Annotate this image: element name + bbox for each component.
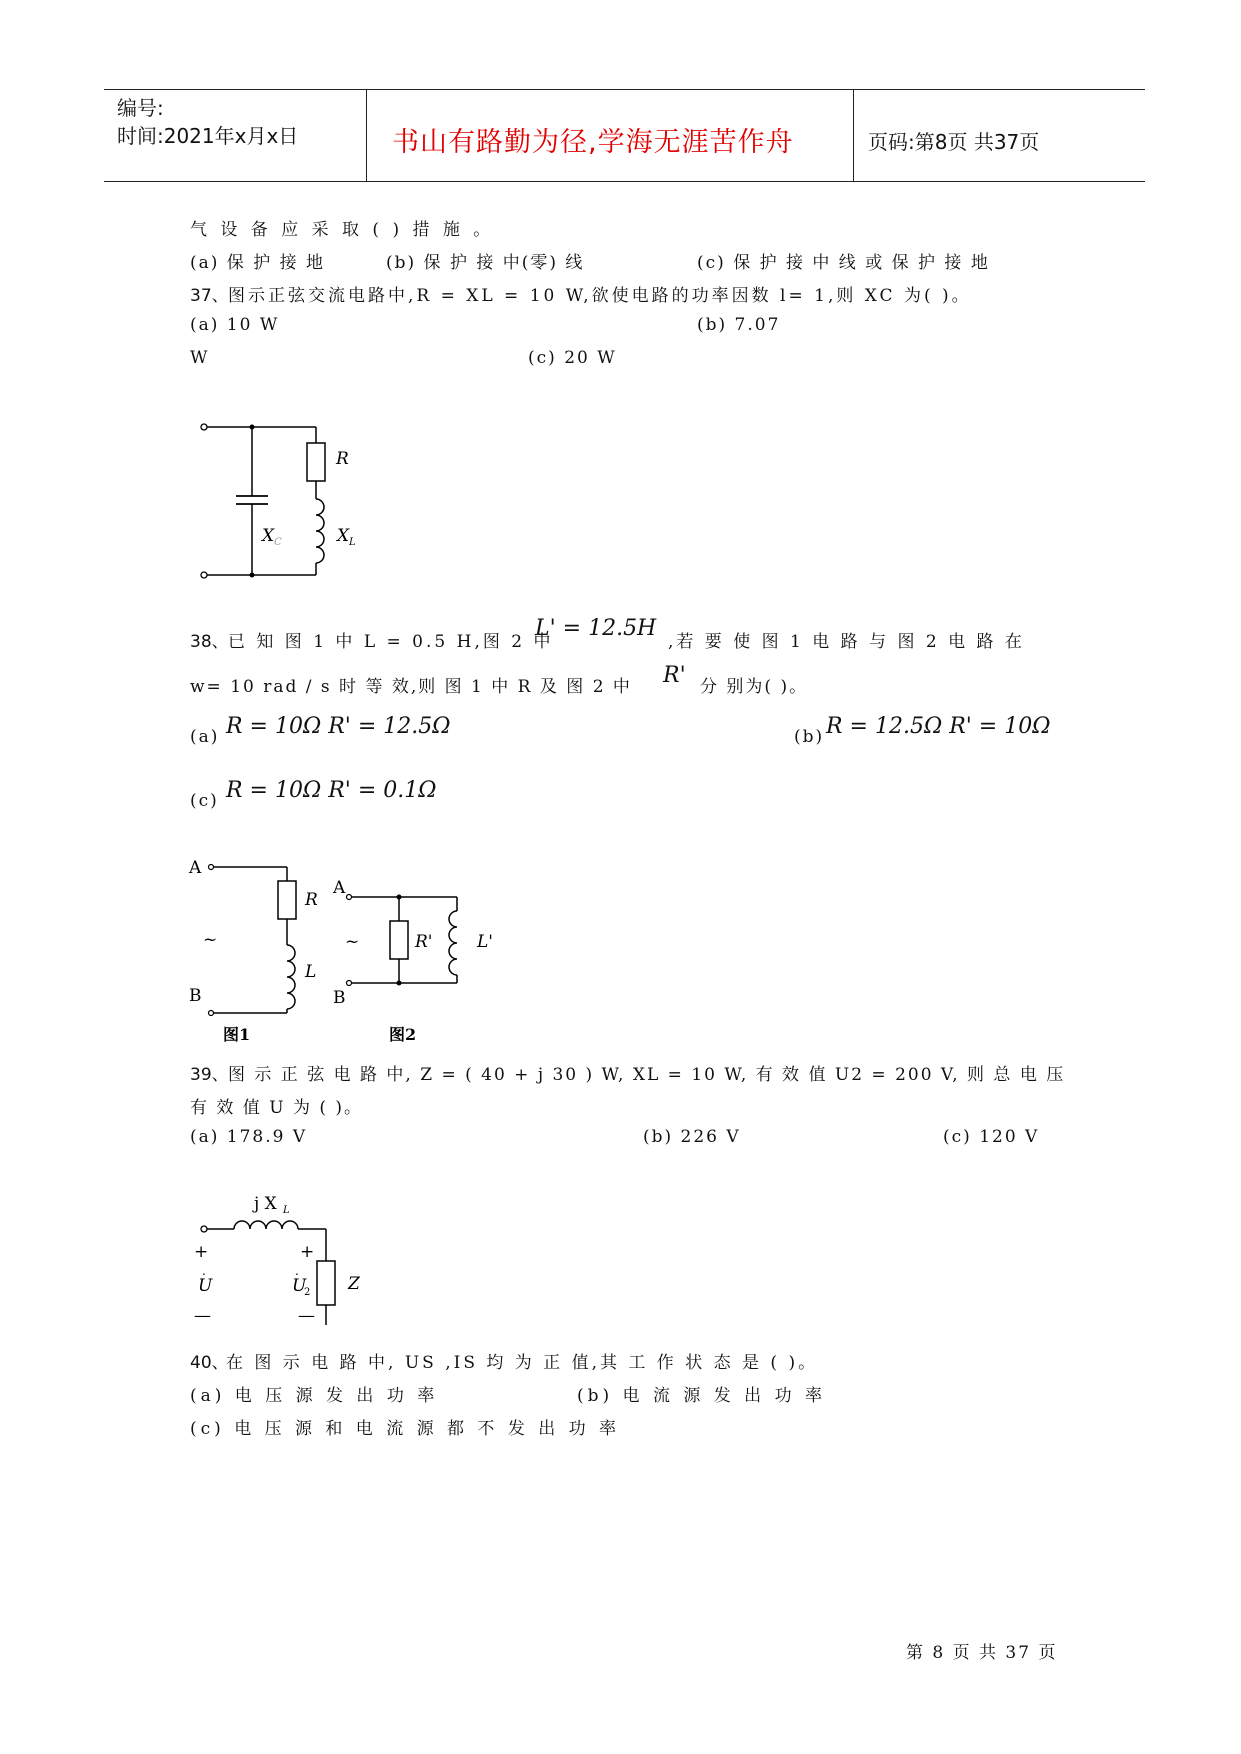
q37-fig-label-R: R [336,449,349,469]
header-page-label: 页码:第8页 共37页 [868,130,1040,154]
q37-fig-label-XL: X [337,526,350,546]
header-bottom-rule [104,181,1145,182]
q38-option-b-formula: R = 12.5Ω R' = 10Ω [826,714,1051,739]
q39-fig-label-U2: U [292,1276,307,1296]
q40-option-a: (a) 电 压 源 发 出 功 率 [190,1386,439,1406]
footer-page-number: 第 8 页 共 37 页 [906,1643,1058,1663]
q38-fig2-caption: 图2 [389,1025,417,1044]
q37-number: 37、 [190,286,229,306]
q40-number: 40、 [190,1353,229,1373]
q37-fig-label-XL-sub: L [349,537,356,548]
q38-fig1-caption: 图1 [223,1025,251,1044]
q39-text-line1: 图 示 正 弦 电 路 中, Z = ( 40 + j 30 ) W, XL = 10 W, 有 效 值 U2 = 200 V, 则 总 电 压 [228,1065,1066,1085]
q39-text-line2: 有 效 值 U 为 ( )。 [190,1098,364,1118]
q38-formula-Rp: R' [663,663,686,688]
q38-formula-Lp: L' = 12.5H [535,616,657,641]
q38-fig2-tilde: ~ [345,932,360,952]
q39-number: 39、 [190,1065,229,1085]
q38-line1-b: ,若 要 使 图 1 电 路 与 图 2 电 路 在 [668,632,1025,652]
q37-text: 图示正弦交流电路中,R = XL = 10 W,欲使电路的功率因数 l= 1,则 XC 为( )。 [228,286,972,306]
q38-fig1-label-B: B [189,986,202,1006]
q37-option-b-unit: W [190,348,210,368]
q39-option-c: (c) 120 V [943,1127,1040,1147]
q39-fig-label-Z: Z [348,1274,360,1294]
q38-line2-b: 分 别为( )。 [700,677,809,697]
q37-option-b: (b) 7.07 [697,315,781,335]
q38-number: 38、 [190,632,229,652]
q39-fig-plus-left: + [194,1242,209,1262]
q37-circuit-figure [190,415,400,590]
q39-fig-label-U2-dot: . [295,1264,299,1278]
q39-fig-label-U: U [198,1276,213,1296]
header-motto: 书山有路勤为径,学海无涯苦作舟 [392,127,794,158]
q38-fig2-label-B: B [333,988,346,1008]
prev-question-tail: 气 设 备 应 采 取 ( ) 措 施 。 [190,220,495,240]
q38-fig2-label-A: A [333,878,346,898]
q39-fig-plus-right: + [300,1242,315,1262]
q40-text: 在 图 示 电 路 中, US ,IS 均 为 正 值,其 工 作 状 态 是 ( )。 [226,1353,819,1373]
q39-fig-minus-right: — [298,1306,315,1325]
q38-fig1-label-A: A [189,858,202,878]
header-divider-left [366,89,367,182]
q38-option-b-label: (b) [794,727,825,747]
q37-fig-label-XC: X [262,526,275,546]
q37-option-a: (a) 10 W [190,315,280,335]
q40-option-c: (c) 电 压 源 和 电 流 源 都 不 发 出 功 率 [190,1419,621,1439]
q38-line2-a: w= 10 rad / s 时 等 效,则 图 1 中 R 及 图 2 中 [190,677,632,697]
header-divider-right [853,89,854,182]
q39-fig-label-U-dot: . [202,1264,206,1278]
q39-fig-minus-left: — [194,1306,211,1325]
q39-fig-label-U2-sub: 2 [304,1287,311,1298]
q39-fig-label-jXL-sub: L [283,1205,290,1216]
prev-option-b: (b) 保 护 接 中(零) 线 [386,253,585,273]
q38-fig2-label-Rp: R' [415,932,433,952]
header-top-rule [104,89,1145,90]
q38-line1-a: 已 知 图 1 中 L = 0.5 H,图 2 中 [228,632,554,652]
q38-fig1-tilde: ~ [203,930,218,950]
q38-option-c-label: (c) [190,791,219,811]
header-number-label: 编号: [117,96,164,120]
q38-option-a-formula: R = 10Ω R' = 12.5Ω [226,714,451,739]
header-time-label: 时间:2021年x月x日 [117,124,299,148]
prev-option-c: (c) 保 护 接 中 线 或 保 护 接 地 [697,253,990,273]
q39-fig-label-jXL: j X [254,1194,277,1214]
prev-option-a: (a) 保 护 接 地 [190,253,326,273]
q38-fig1-label-L: L [305,962,317,982]
q38-option-c-formula: R = 10Ω R' = 0.1Ω [226,778,437,803]
q38-option-a-label: (a) [190,727,220,747]
q38-circuit-figure [185,855,505,1050]
q38-fig1-label-R: R [305,890,318,910]
q37-fig-label-XC-sub: C [274,537,282,548]
q39-circuit-figure [190,1185,370,1325]
q39-option-b: (b) 226 V [643,1127,741,1147]
q39-option-a: (a) 178.9 V [190,1127,308,1147]
q38-fig2-label-Lp: L' [477,932,493,952]
q40-option-b: (b) 电 流 源 发 出 功 率 [577,1386,826,1406]
q37-option-c: (c) 20 W [528,348,617,368]
